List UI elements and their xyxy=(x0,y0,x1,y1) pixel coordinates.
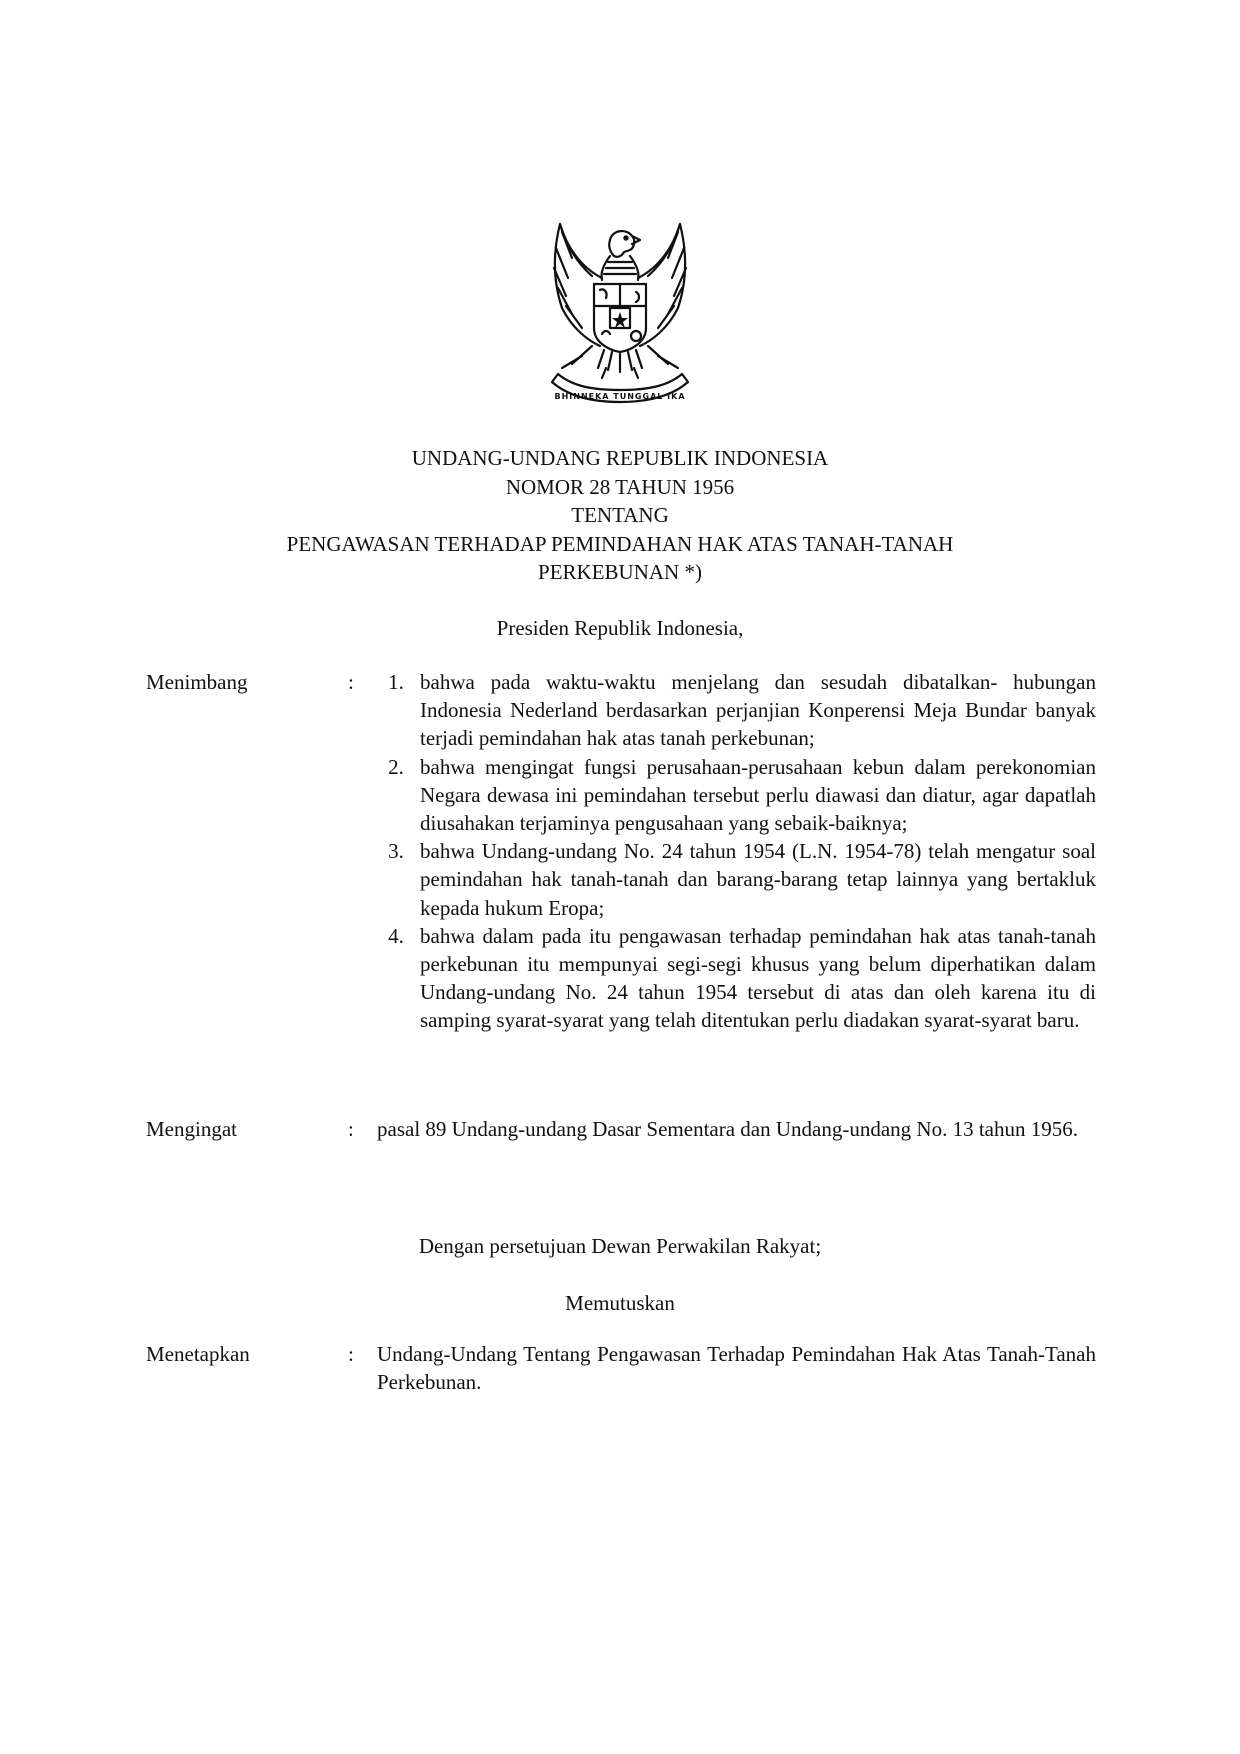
item-text: bahwa pada waktu-waktu menjelang dan sesudah dibatalkan- hubungan Indonesia Nederland berdasarkan perjanjian Konperensi Meja Bundar banyak terjadi pemindahan hak atas tanah perkebunan; xyxy=(420,670,1096,751)
item-text: bahwa mengingat fungsi perusahaan-perusahaan kebun dalam perekonomian Negara dewasa ini pemindahan tersebut perlu diawasi dan diatur, agar dapatlah diusahakan terjaminya pengusahaan yang sebaik-baiknya; xyxy=(420,754,1096,836)
mengingat-label: Mengingat xyxy=(146,1117,237,1141)
title-line: PERKEBUNAN *) xyxy=(538,560,702,584)
title-line: PENGAWASAN TERHADAP PEMINDAHAN HAK ATAS TANAH-TANAH xyxy=(286,531,954,556)
menimbang-list xyxy=(372,668,1096,1035)
item-number: 2. xyxy=(388,754,404,779)
persetujuan-line: Dengan persetujuan Dewan Perwakilan Rakyat; xyxy=(418,1234,822,1258)
menetapkan-colon: : xyxy=(348,1342,354,1366)
item-text: bahwa dalam pada itu pengawasan terhadap pemindahan hak atas tanah-tanah perkebunan itu mempunyai segi-segi khusus yang belum diperhatikan dalam Undang-undang No. 24 tahun 1954 tersebut di atas dan oleh karena itu di samping syarat-syarat yang telah ditentukan perlu diadakan syarat-syarat baru. xyxy=(420,923,1096,1033)
list-item xyxy=(372,922,1096,1035)
menimbang-colon: : xyxy=(348,670,354,694)
menimbang-label: Menimbang xyxy=(146,670,248,694)
mengingat-text: pasal 89 Undang-undang Dasar Sementara dan Undang-undang No. 13 tahun 1956. xyxy=(377,1117,1078,1141)
garuda-emblem xyxy=(532,218,708,408)
menetapkan-text: Undang-Undang Tentang Pengawasan Terhadap Pemindahan Hak Atas Tanah-Tanah Perkebunan. xyxy=(377,1342,1096,1394)
menetapkan-label: Menetapkan xyxy=(146,1342,250,1366)
title-line: UNDANG-UNDANG REPUBLIK INDONESIA xyxy=(411,446,829,470)
mengingat-colon: : xyxy=(348,1117,354,1141)
president-line: Presiden Republik Indonesia, xyxy=(496,616,744,640)
document-title xyxy=(0,444,1240,587)
list-item xyxy=(372,837,1096,922)
memutuskan-line: Memutuskan xyxy=(565,1291,675,1315)
title-line: TENTANG xyxy=(571,503,669,527)
title-line: NOMOR 28 TAHUN 1956 xyxy=(505,474,735,499)
item-number: 3. xyxy=(388,839,404,864)
list-item xyxy=(372,668,1096,753)
item-number: 1. xyxy=(388,670,404,694)
item-number: 4. xyxy=(388,923,404,948)
list-item xyxy=(372,753,1096,838)
item-text: bahwa Undang-undang No. 24 tahun 1954 (L.N. 1954-78) telah mengatur soal pemindahan hak tanah-tanah dan barang-barang tetap lainnya yang bertakluk kepada hukum Eropa; xyxy=(420,839,1096,920)
emblem-motto: BHINNEKA TUNGGAL IKA xyxy=(554,392,686,401)
